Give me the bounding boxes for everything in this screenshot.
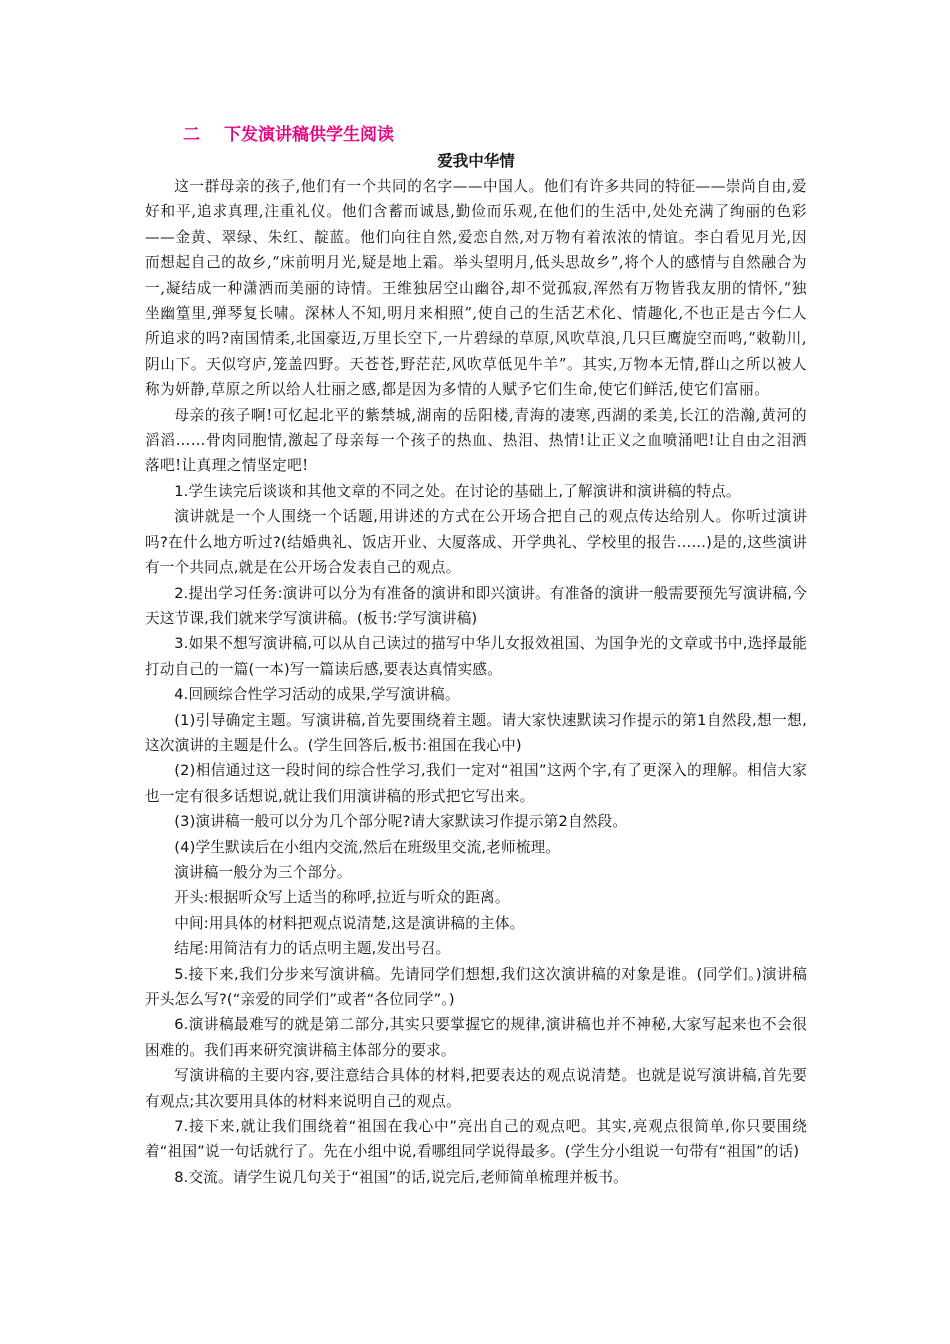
lesson-paragraph: 中间:用具体的材料把观点说清楚,这是演讲稿的主体。 bbox=[174, 914, 525, 932]
lesson-paragraph: 5.接下来,我们分步来写演讲稿。先请同学们想想,我们这次演讲稿的对象是谁。(同学们。)演讲稿开头怎么写?(“亲爱的同学们”或者“各位同学”。) bbox=[145, 965, 807, 1008]
lesson-paragraph: 演讲稿一般分为三个部分。 bbox=[174, 863, 352, 881]
lesson-paragraph: 2.提出学习任务:演讲可以分为有准备的演讲和即兴演讲。有准备的演讲一般需要预先写演讲稿,今天这节课,我们就来学写演讲稿。(板书:学写演讲稿) bbox=[145, 584, 807, 627]
lesson-paragraph: 1.学生读完后谈谈和其他文章的不同之处。在讨论的基础上,了解演讲和演讲稿的特点。 bbox=[174, 482, 741, 500]
speech-paragraph: 母亲的孩子啊!可忆起北平的紫禁城,湖南的岳阳楼,青海的凄寒,西湖的柔美,长江的浩瀚,黄河的滔滔……骨肉同胞情,激起了母亲每一个孩子的热血、热泪、热情!让正义之血喷涌吧!让自由之泪洒落吧!让真理之情坚定吧! bbox=[145, 406, 807, 475]
lesson-paragraph: (3)演讲稿一般可以分为几个部分呢?请大家默读习作提示第2自然段。 bbox=[174, 813, 628, 831]
lesson-paragraph: 结尾:用简洁有力的话点明主题,发出号召。 bbox=[174, 940, 451, 958]
section-title: 下发演讲稿供学生阅读 bbox=[224, 125, 394, 145]
section-heading bbox=[183, 122, 807, 148]
lesson-paragraph: 演讲就是一个人围绕一个话题,用讲述的方式在公开场合把自己的观点传达给别人。你听过演讲吗?在什么地方听过?(结婚典礼、饭店开业、大厦落成、开学典礼、学校里的报告……)是的,这些演讲有一个共同点,就是在公开场合发表自己的观点。 bbox=[145, 508, 807, 577]
lesson-paragraph: 8.交流。请学生说几句关于“祖国”的话,说完后,老师简单梳理并板书。 bbox=[174, 1168, 628, 1186]
page-content bbox=[145, 122, 807, 1190]
lesson-paragraph: 开头:根据听众写上适当的称呼,拉近与听众的距离。 bbox=[174, 889, 510, 907]
lesson-paragraph: (4)学生默读后在小组内交流,然后在班级里交流,老师梳理。 bbox=[174, 838, 561, 856]
lesson-paragraph: 4.回顾综合性学习活动的成果,学写演讲稿。 bbox=[174, 686, 460, 704]
lesson-paragraph: 7.接下来,就让我们围绕着“祖国在我心中”亮出自己的观点吧。其实,亮观点很简单,你只要围绕着“祖国”说一句话就行了。先在小组中说,看哪组同学说得最多。(学生分小组说一句带有“祖国”的话) bbox=[145, 1118, 807, 1161]
lesson-paragraph: 6.演讲稿最难写的就是第二部分,其实只要掌握它的规律,演讲稿也并不神秘,大家写起来也不会很困难的。我们再来研究演讲稿主体部分的要求。 bbox=[145, 1016, 807, 1059]
lesson-paragraph: (2)相信通过这一段时间的综合性学习,我们一定对“祖国”这两个字,有了更深入的理解。相信大家也一定有很多话想说,就让我们用演讲稿的形式把它写出来。 bbox=[145, 762, 807, 805]
speech-text bbox=[145, 174, 807, 479]
lesson-paragraph: (1)引导确定主题。写演讲稿,首先要围绕着主题。请大家快速默读习作提示的第1自然段,想一想,这次演讲的主题是什么。(学生回答后,板书:祖国在我心中) bbox=[145, 711, 807, 754]
lesson-steps bbox=[145, 479, 807, 1190]
section-number: 二 bbox=[183, 125, 200, 145]
lesson-paragraph: 3.如果不想写演讲稿,可以从自己读过的描写中华儿女报效祖国、为国争光的文章或书中,选择最能打动自己的一篇(一本)写一篇读后感,要表达真情实感。 bbox=[145, 635, 807, 678]
lesson-paragraph: 写演讲稿的主要内容,要注意结合具体的材料,把要表达的观点说清楚。也就是说写演讲稿,首先要有观点;其次要用具体的材料来说明自己的观点。 bbox=[145, 1067, 807, 1110]
speech-title: 爱我中华情 bbox=[437, 151, 515, 170]
speech-paragraph: 这一群母亲的孩子,他们有一个共同的名字——中国人。他们有许多共同的特征——崇尚自由,爱好和平,追求真理,注重礼仪。他们含蓄而诚恳,勤俭而乐观,在他们的生活中,处处充满了绚丽的色彩——金黄、翠绿、朱红、靛蓝。他们向往自然,爱恋自然,对万物有着浓浓的情谊。李白看见月光,因而想起自己的故乡,“床前明月光,疑是地上霜。举头望明月,低头思故乡”,将个人的感情与自然融合为一,凝结成一种潇洒而美丽的诗情。王维独居空山幽谷,却不觉孤寂,浑然有万物皆我友朋的情怀,“独坐幽篁里,弹琴复长啸。深林人不知,明月来相照”,使自己的生活艺术化、情趣化,不也正是古今仁人所追求的吗?南国情柔,北国豪迈,万里长空下,一片碧绿的草原,风吹草浪,几只巨鹰旋空而鸣,“敕勒川,阴山下。天似穹庐,笼盖四野。天苍苍,野茫茫,风吹草低见牛羊”。其实,万物本无情,群山之所以被人称为妍静,草原之所以给人壮丽之感,都是因为多情的人赋予它们生命,使它们鲜活,使它们富丽。 bbox=[145, 178, 807, 399]
